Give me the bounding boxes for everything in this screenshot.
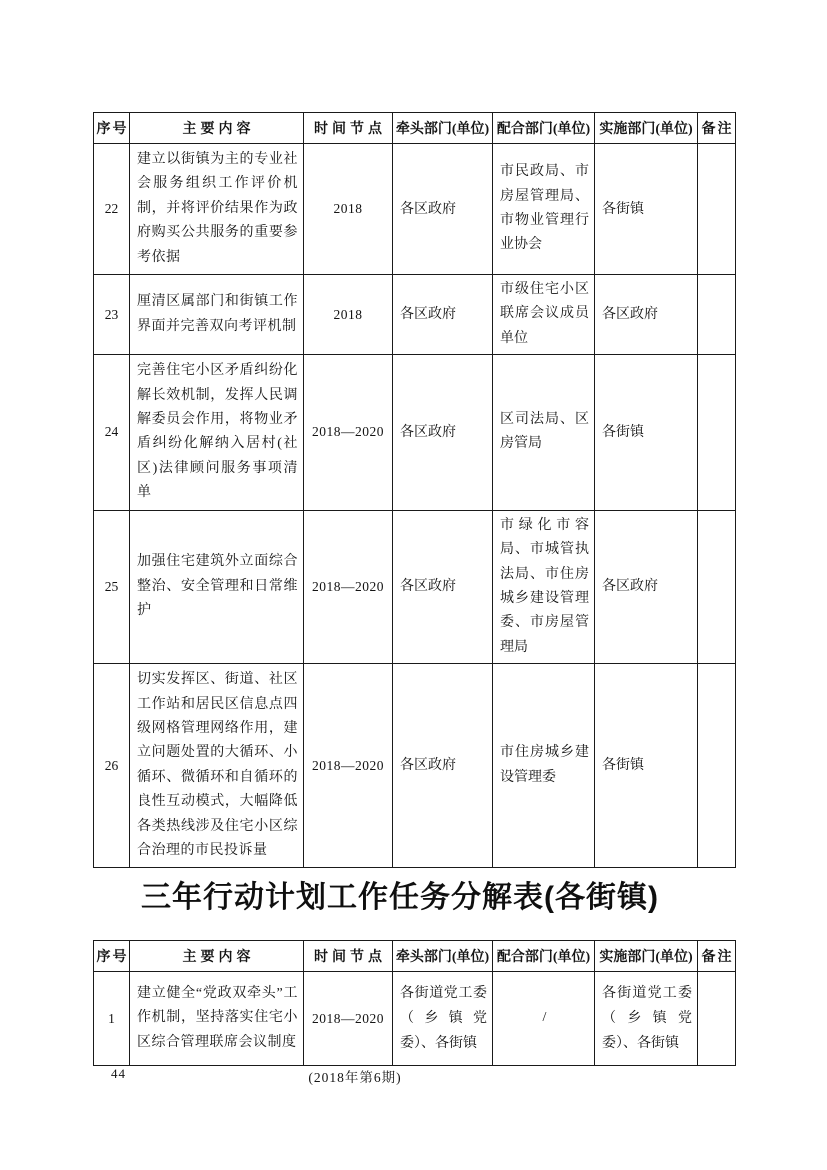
section-title-streets: 三年行动计划工作任务分解表(各街镇) <box>141 881 659 914</box>
note-cell <box>698 510 736 663</box>
lead-dept-cell: 各区政府 <box>393 275 493 355</box>
content-cell: 建立以街镇为主的专业社会服务组织工作评价机制，并将评价结果作为政府购买公共服务的重要参考依据 <box>130 144 304 275</box>
coop-dept-cell: 市绿化市容局、市城管执法局、市住房城乡建设管理委、市房屋管理局 <box>493 510 595 663</box>
header-time-node: 时间节点 <box>304 941 393 972</box>
table-header-row <box>94 941 736 972</box>
impl-dept-cell: 各街镇 <box>595 355 698 510</box>
content-cell: 完善住宅小区矛盾纠纷化解长效机制，发挥人民调解委员会作用，将物业矛盾纠纷化解纳入居村(社区)法律顾问服务事项清单 <box>130 355 304 510</box>
header-impl-dept: 实施部门(单位) <box>595 941 698 972</box>
streets-task-table <box>93 940 736 1066</box>
content-cell: 加强住宅建筑外立面综合整治、安全管理和日常维护 <box>130 510 304 663</box>
header-coop-dept: 配合部门(单位) <box>493 113 595 144</box>
page-number: 44 <box>111 1066 126 1081</box>
issue-label: (2018年第6期) <box>308 1070 402 1085</box>
note-cell <box>698 972 736 1066</box>
lead-dept-cell: 各区政府 <box>393 144 493 275</box>
seq-cell: 1 <box>94 972 130 1066</box>
time-cell: 2018—2020 <box>304 510 393 663</box>
lead-dept-cell: 各区政府 <box>393 355 493 510</box>
note-cell <box>698 275 736 355</box>
header-main-content: 主要内容 <box>130 113 304 144</box>
seq-cell: 24 <box>94 355 130 510</box>
time-cell: 2018—2020 <box>304 972 393 1066</box>
seq-cell: 22 <box>94 144 130 275</box>
header-coop-dept: 配合部门(单位) <box>493 941 595 972</box>
header-seq: 序号 <box>94 113 130 144</box>
task-row-26 <box>94 664 736 868</box>
coop-dept-cell: / <box>493 972 595 1066</box>
task-row-24 <box>94 355 736 510</box>
content-cell: 厘清区属部门和街镇工作界面并完善双向考评机制 <box>130 275 304 355</box>
impl-dept-cell: 各区政府 <box>595 275 698 355</box>
time-cell: 2018 <box>304 275 393 355</box>
districts-task-table <box>93 112 736 868</box>
seq-cell: 23 <box>94 275 130 355</box>
lead-dept-cell: 各街道党工委（乡镇党委）、各街镇 <box>393 972 493 1066</box>
coop-dept-cell: 区司法局、区房管局 <box>493 355 595 510</box>
impl-dept-cell: 各街道党工委（乡镇党委）、各街镇 <box>595 972 698 1066</box>
header-note: 备注 <box>698 113 736 144</box>
note-cell <box>698 144 736 275</box>
coop-dept-cell: 市住房城乡建设管理委 <box>493 664 595 868</box>
header-lead-dept: 牵头部门(单位) <box>393 113 493 144</box>
seq-cell: 26 <box>94 664 130 868</box>
note-cell <box>698 355 736 510</box>
header-lead-dept: 牵头部门(单位) <box>393 941 493 972</box>
impl-dept-cell: 各街镇 <box>595 144 698 275</box>
header-impl-dept: 实施部门(单位) <box>595 113 698 144</box>
coop-dept-cell: 市民政局、市房屋管理局、市物业管理行业协会 <box>493 144 595 275</box>
impl-dept-cell: 各区政府 <box>595 510 698 663</box>
task-row-22 <box>94 144 736 275</box>
note-cell <box>698 664 736 868</box>
time-cell: 2018—2020 <box>304 664 393 868</box>
header-note: 备注 <box>698 941 736 972</box>
header-time-node: 时间节点 <box>304 113 393 144</box>
seq-cell: 25 <box>94 510 130 663</box>
time-cell: 2018 <box>304 144 393 275</box>
header-seq: 序号 <box>94 941 130 972</box>
impl-dept-cell: 各街镇 <box>595 664 698 868</box>
content-cell: 切实发挥区、街道、社区工作站和居民区信息点四级网格管理网络作用，建立问题处置的大循环、小循环、微循环和自循环的良性互动模式，大幅降低各类热线涉及住宅小区综合治理的市民投诉量 <box>130 664 304 868</box>
coop-dept-cell: 市级住宅小区联席会议成员单位 <box>493 275 595 355</box>
lead-dept-cell: 各区政府 <box>393 510 493 663</box>
task-row-23 <box>94 275 736 355</box>
task-row-1 <box>94 972 736 1066</box>
task-row-25 <box>94 510 736 663</box>
header-main-content: 主要内容 <box>130 941 304 972</box>
lead-dept-cell: 各区政府 <box>393 664 493 868</box>
table-header-row <box>94 113 736 144</box>
content-cell: 建立健全“党政双牵头”工作机制，坚持落实住宅小区综合管理联席会议制度 <box>130 972 304 1066</box>
time-cell: 2018—2020 <box>304 355 393 510</box>
